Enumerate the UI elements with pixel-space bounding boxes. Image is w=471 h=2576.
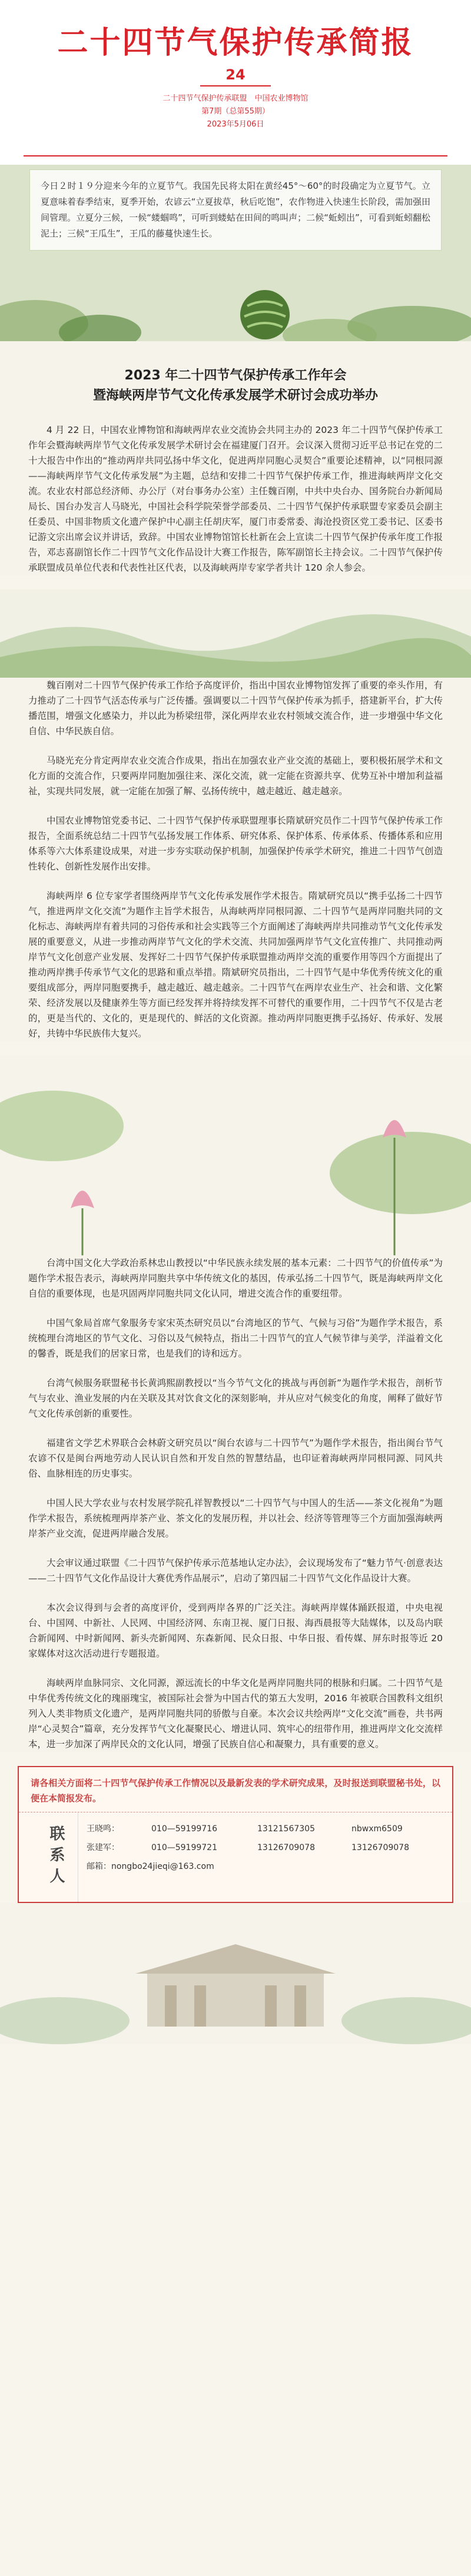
header-rule — [24, 155, 447, 156]
contact-mobile: 13126709078 — [257, 1843, 315, 1852]
lead-paragraph: 今日２时１９分迎来今年的立夏节气。我国先民将太阳在黄经45°～60°的时段确定为立夏节气。立夏意味着春季结束，夏季开始，农谚云“立夏拔草，秋后吃饱”，农作物进入快速生长阶段，需加强田间管理。立夏分三候，一候“蝼蝈鸣”，可听到蝼蛄在田间的鸣叫声；二候“蚯蚓出”，可看到蚯蚓翻松泥土；三候“王瓜生”，王瓜的藤蔓快速生长。 — [29, 169, 442, 251]
article-paragraph: 海峡两岸 6 位专家学者围绕两岸节气文化传承发展作学术报告。隋斌研究员以“携手弘扬二十四节气，推进两岸文化交流”为题作主旨学术报告，从海峡两岸同根同源、二十四节气是两岸同胞共同的文化标志、海峡两岸有着共同的习俗传承和社会实践等三个方面阐述了海峡两岸共同推动节气文化传承发展的重要意义，从进一步推动两岸节气文化的学术交流、共同加强两岸节气文化宣传推广、共同推动两岸节气文化创意产业发展、发挥好二十四节气保护传承联盟推动两岸交流的重要作用等四个方面提出了推动两岸携手传承节气文化的思路和重点举措。隋斌研究员指出，二十四节气是中华优秀传统文化的重要组成部分，两岸同胞要携手，越走越近、越走越亲。二十四节气在两岸农业生产、社会和谐、文化繁荣、经济发展以及健康养生等方面已经发挥并将持续发挥不可替代的重要作用，二十四节气不仅是古老的，更是当代的、文化的，更是现代的、鲜活的文化资源。推动两岸同胞更携手弘扬好、传承好、发展好，共铸中华民族伟大复兴。 — [28, 891, 443, 1039]
contact-email[interactable]: 邮箱：nongbo24jieqi@163.com — [87, 1862, 214, 1871]
article-section — [0, 341, 471, 575]
lotus-decoration — [0, 1055, 471, 1255]
bulletin-header — [0, 0, 471, 165]
building-decoration — [0, 1903, 471, 2044]
contact-box — [18, 1766, 453, 1903]
issue-number: 24 — [225, 66, 246, 83]
article-title-line1: 2023 年二十四节气保护传承工作年会 — [124, 368, 347, 383]
article-paragraph: 福建省文学艺术界联合会林蔚文研究员以“闽台农谚与二十四节气”为题作学术报告，指出闽台节气农谚不仅是闽台两地劳动人民认识自然和开发自然的智慧结晶，也印证着海峡两岸同根同源、同风共俗、血脉相连的历史事实。 — [28, 1438, 443, 1479]
contact-row — [87, 1838, 444, 1857]
lotus-icon — [0, 1055, 471, 1255]
article-paragraph: 马晓光充分肯定两岸农业交流合作成果，指出在加强农业产业交流的基础上，要积极拓展学术和文化方面的交流合作，只要两岸同胞加强往来、深化交流，就一定能在资源共享、优势互补中增加利益福祉，实现共同发展，就一定能在加强了解、弘扬传统中，越走越近、越走越亲。 — [28, 755, 443, 797]
contact-wechat: 13126709078 — [351, 1843, 409, 1852]
article-paragraph: 中国农业博物馆党委书记、二十四节气保护传承联盟理事长隋斌研究员作二十四节气保护传承工作报告，全面系统总结二十四节气弘扬发展工作体系、研究体系、保护体系、传承体系、传播体系和应用体系等六大体系建设成果，对进一步夯实联动保护机制，加强保护传承学术研究，推进二十四节气创造性转化、创新性发展作出安排。 — [28, 815, 443, 872]
contact-label: 联系人 — [19, 1812, 78, 1902]
contact-phone: 010—59199716 — [151, 1824, 217, 1834]
contact-phone: 010—59199721 — [151, 1843, 217, 1852]
contact-mobile: 13121567305 — [257, 1824, 315, 1834]
article-paragraph: 海峡两岸血脉同宗、文化同源，源远流长的中华文化是两岸同胞共同的根脉和归属。二十四节气是中华优秀传统文化的瑰丽瑰宝，被国际社会誉为中国古代的第五大发明，2016 年被联合国教科文组织列入人类非物质文化遗产，是两岸同胞共同的骄傲与自豪。本次会议共绘两岸“文化交流”画卷，共书两岸“心灵契合”篇章，充分发挥节气文化凝聚民心、增进认同、筑牢心的纽带作用，推进两岸文化交流样本，进一步加深了两岸民众的文化认同，增强了民族自信心和凝聚力，具有重要的意义。 — [28, 1678, 443, 1749]
article-section-2 — [0, 678, 471, 1041]
contact-row — [87, 1819, 444, 1838]
mountain-icon — [0, 589, 471, 678]
museum-building-icon — [0, 1903, 471, 2044]
contact-name: 张建军： — [87, 1843, 120, 1852]
issue-divider — [200, 85, 271, 86]
article-title-line2: 暨海峡两岸节气文化传承发展学术研讨会成功举办 — [92, 388, 378, 403]
article-paragraph: 中国人民大学农业与农村发展学院孔祥智教授以“二十四节气与中国人的生活——茶文化视角”为题作学术报告，系统梳理两岸茶产业、茶文化的发展历程，并以社会、经济等管理等三个方面加强海峡两岸茶产业交流，促进两岸融合发展。 — [28, 1498, 443, 1539]
article-paragraph: 大会审议通过联盟《二十四节气保护传承示范基地认定办法》，会议现场发布了“魅力节气·创意表达——二十四节气文化作品设计大赛优秀作品展示”，启动了第四届二十四节气文化作品设计大赛。 — [28, 1558, 443, 1584]
publisher-line: 二十四节气保护传承联盟 中国农业博物馆 — [162, 94, 309, 103]
submission-notice: 请各相关方面将二十四节气保护传承工作情况以及最新发表的学术研究成果，及时报送到联盟秘书处，以便在本简报发布。 — [31, 1778, 440, 1804]
bulletin-title: 二十四节气保护传承简报 — [57, 25, 414, 61]
contact-name: 王晓鸣： — [87, 1824, 120, 1834]
date-line: 2023年5月06日 — [207, 120, 264, 129]
article-paragraph: 台湾气候服务联盟秘书长黄鸿熙副教授以“当今节气文化的挑战与再创新”为题作学术报告，剖析节气与农业、渔业发展的内在关联及其对饮食文化的深刻影响，并从应对气候变化的角度，阐释了做好节气文化传承创新的重要性。 — [28, 1378, 443, 1419]
landscape-decoration — [0, 589, 471, 678]
article-paragraph: 台湾中国文化大学政治系林忠山教授以“中华民族永续发展的基本元素：二十四节气的价值传承”为题作学术报告表示，海峡两岸同胞共享中华传统文化的基因，传承弘扬二十四节气，既是海峡两岸文化自信的重要体现，也是巩固两岸同胞共同文化认同，增进交流合作的重要纽带。 — [28, 1258, 443, 1299]
issue-line: 第7期（总第55期） — [201, 107, 270, 116]
solar-term-intro-band — [0, 165, 471, 341]
article-paragraph: 4 月 22 日，中国农业博物馆和海峡两岸农业交流协会共同主办的 2023 年二十四节气保护传承工作年会暨海峡两岸节气文化传承发展学术研讨会在福建厦门召开。会议深入贯彻习近平总书记在党的二十大报告中作出的“推动两岸共同弘扬中华文化，促进两岸同胞心灵契合”重要论述精神，以“同根同源——海峡两岸节气文化传承发展”为主题，总结和安排二十四节气保护传承工作，推进海峡两岸文化交流。农业农村部总经济师、办公厅（对台事务办公室）主任魏百刚，中共中央台办、国务院台办新闻局局长、国台办发言人马晓光，中国社会科学院荣誉学部委员、二十四节气保护传承联盟专家委员会副主任委员、中国非物质文化遗产保护中心副主任胡庆军，厦门市委常委、海沧投资区党工委书记、区委书记游文宗出席会议并讲话，致辞。中国农业博物馆馆长杜新在会上宣读二十四节气保护传承年度工作报告，邓志喜副馆长作二十四节气文化作品设计大赛工作报告，陈军副馆长主持会议。二十四节气保护传承联盟成员单位代表和代表性社区代表，以及海峡两岸专家学者共计 120 余人参会。 — [28, 425, 443, 573]
article-paragraph: 魏百刚对二十四节气保护传承工作给予高度评价，指出中国农业博物馆发挥了重要的牵头作用，有力推动了二十四节气活态传承与广泛传播。强调要以二十四节气保护传承为抓手，搭建新平台，扩大传播范围，增强文化感染力，并以此为桥梁纽带，深化两岸农业农村领域交流合作，进一步增强中华文化自信、中华民族自信。 — [28, 680, 443, 737]
article-paragraph: 中国气象局首席气象服务专家宋英杰研究员以“台湾地区的节气、气候与习俗”为题作学术报告，系统梳理台湾地区的节气文化、习俗以及气候特点，指出二十四节气的宜人气候节律与美学，洋溢着文化的馨香，既是我们的居家日常，也是我们的诗和远方。 — [28, 1318, 443, 1359]
article-section-3 — [0, 1255, 471, 1752]
contact-rows — [78, 1812, 452, 1902]
contact-section — [19, 1812, 452, 1902]
article-paragraph: 本次会议得到与会者的高度评价，受到两岸各界的广泛关注。海峡两岸媒体踊跃报道，中央电视台、中国网、中新社、人民网、中国经济网、东南卫视、厦门日报、海西晨报等大陆媒体，以及岛内联合新闻网、中时新闻网、新头壳新闻网、东森新闻、民众日报、中华日报、看传媒、屏东时报等近 20 家媒体对这次活动进行专题报道。 — [28, 1602, 443, 1659]
contact-wechat: nbwxm6509 — [351, 1824, 403, 1834]
